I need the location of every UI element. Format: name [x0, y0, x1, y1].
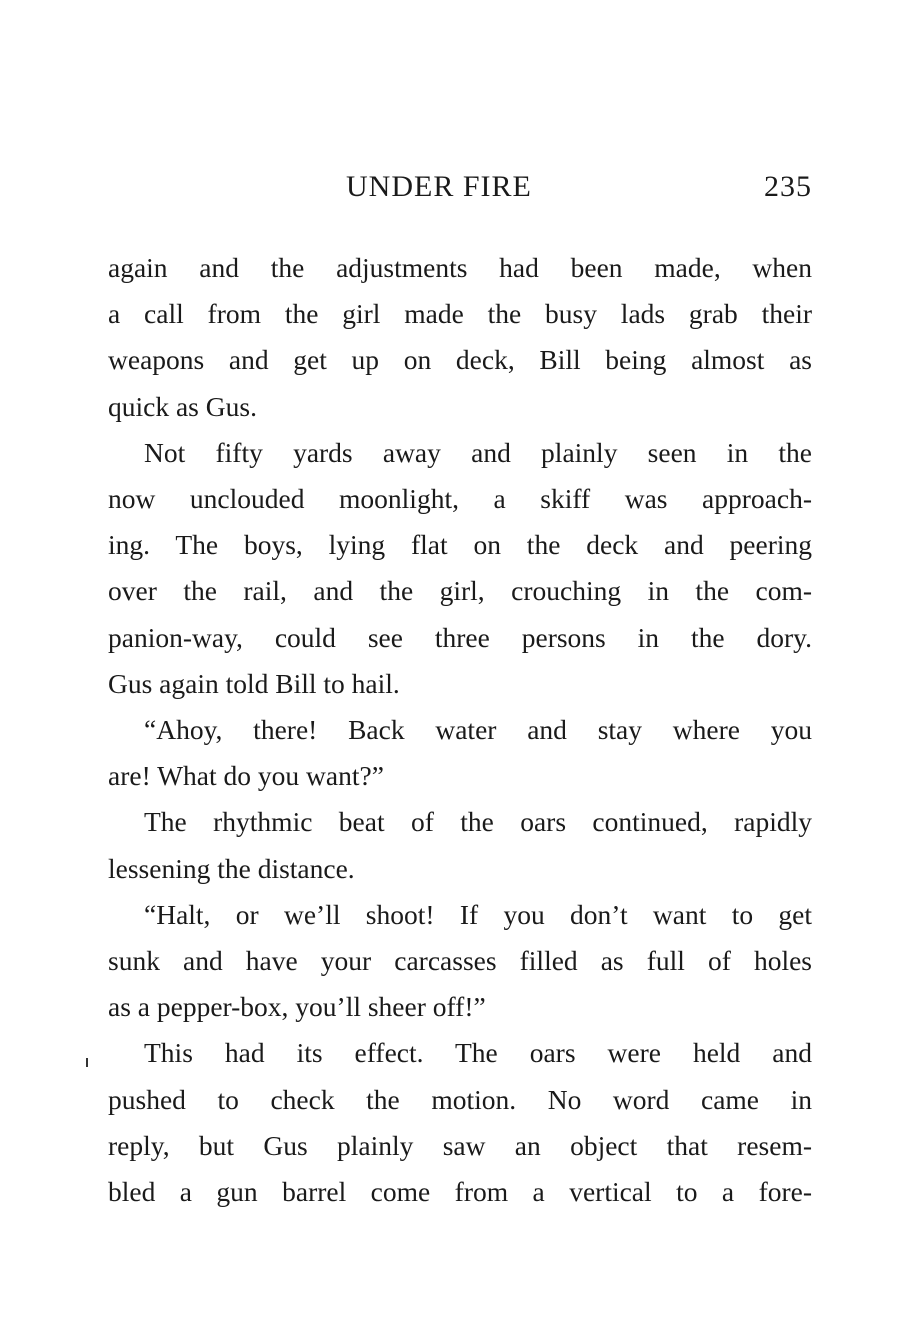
- text-line: as a pepper-box, you’ll sheer off!”: [108, 991, 486, 1023]
- text-line: panion-way, could see three persons in the dory.: [108, 621, 812, 653]
- paragraph-4: [108, 799, 812, 891]
- paragraph-3: [108, 707, 812, 799]
- body-text: [108, 245, 812, 1215]
- text-line: a call from the girl made the busy lads grab their: [108, 298, 812, 330]
- paragraph-5: [108, 892, 812, 1031]
- text-line: “Ahoy, there! Back water and stay where you: [144, 714, 812, 746]
- text-line: “Halt, or we’ll shoot! If you don’t want to get: [144, 898, 812, 930]
- running-head: UNDER FIRE: [346, 170, 532, 203]
- margin-mark: [86, 1058, 88, 1067]
- text-line: weapons and get up on deck, Bill being almost as: [108, 344, 812, 376]
- text-line: again and the adjustments had been made, when: [108, 252, 812, 283]
- text-line: pushed to check the motion. No word came in: [108, 1083, 812, 1115]
- text-line: sunk and have your carcasses filled as full of holes: [108, 945, 812, 977]
- text-line: The rhythmic beat of the oars continued, rapidly: [144, 806, 812, 838]
- text-line: ing. The boys, lying flat on the deck and peering: [108, 529, 812, 561]
- text-line: reply, but Gus plainly saw an object that resem-: [108, 1129, 812, 1161]
- text-line: lessening the distance.: [108, 852, 355, 884]
- text-line: now unclouded moonlight, a skiff was approach-: [108, 483, 812, 515]
- text-line: are! What do you want?”: [108, 760, 384, 792]
- text-line: quick as Gus.: [108, 390, 257, 422]
- text-line: Gus again told Bill to hail.: [108, 667, 400, 699]
- text-line: bled a gun barrel come from a vertical to a fore-: [108, 1176, 812, 1208]
- page-header: [108, 170, 812, 214]
- paragraph-1: [108, 245, 812, 430]
- page-number: 235: [764, 170, 812, 203]
- text-line: Not fifty yards away and plainly seen in the: [144, 436, 812, 468]
- paragraph-6: [108, 1030, 812, 1215]
- text-line: This had its effect. The oars were held and: [144, 1037, 812, 1069]
- paragraph-2: [108, 430, 812, 707]
- text-line: over the rail, and the girl, crouching in the com-: [108, 575, 812, 607]
